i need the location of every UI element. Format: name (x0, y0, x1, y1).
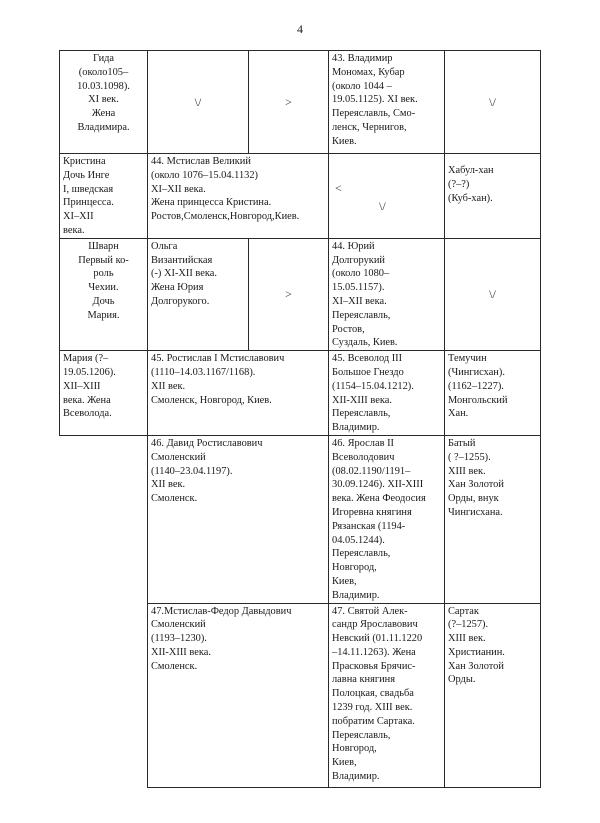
ruler-cell: 44. Юрий Долгорукий (около 1080– 15.05.1157). XI–XII века. Переяславль, Ростов, Суздаль, Киев. (329, 238, 445, 350)
ruler-cell: 45. Ростислав I Мстиславович (1110–14.03.1167/1168). XII век. Смоленск, Новгород, Киев. (148, 351, 329, 436)
khan-cell: Хабул-хан (?–?) (Куб-хан). (445, 154, 541, 239)
table-row (60, 435, 541, 603)
table-row (60, 154, 541, 239)
descent-symbol: \/ (148, 51, 249, 154)
descent-symbol: \/ (379, 199, 386, 213)
ruler-cell: 46. Ярослав II Всеволодович (08.02.1190/1191– 30.09.1246). XII-XIII века. Жена Феодосия Игоревна княгиня Рязанская (1194- 04.05.1244). Переяславль, Новгород, Киев, Владимир. (329, 435, 445, 603)
ruler-cell: 43. Владимир Мономах, Кубар (около 1044 – 19.05.1125). XI век. Переяславль, Смо- ленск, Чернигов, Киев. (329, 51, 445, 154)
symbol-cell (329, 154, 445, 239)
page-number: 4 (297, 22, 303, 36)
ruler-cell: 47. Святой Алек- сандр Ярославович Невский (01.11.1220 –14.11.1263). Жена Прасковья Брячис- лавна княгиня Полоцкая, свадьба 1239 год. XIII век. побратим Сартака. Переяславль, Новгород, Киев, Владимир. (329, 603, 445, 787)
spouse-cell: Гида (около105– 10.03.1098). XI век. Жена Владимира. (60, 51, 148, 154)
spouse-cell: Шварн Первый ко- роль Чехии. Дочь Мария. (60, 238, 148, 350)
table-row (60, 603, 541, 787)
relation-symbol: > (249, 238, 329, 350)
table-row (60, 238, 541, 350)
ruler-cell: 45. Всеволод III Большое Гнездо (1154–15.04.1212). XII-XIII века. Переяславль, Владимир. (329, 351, 445, 436)
khan-cell: Темучин (Чингисхан). (1162–1227). Монгольский Хан. (445, 351, 541, 436)
ruler-cell: 47.Мстислав-Федор Давыдович Смоленский (1193–1230). XII-XIII века. Смоленск. (148, 603, 329, 787)
spouse-cell: Мария (?– 19.05.1206). XII–XIII века. Жена Всеволода. (60, 351, 148, 436)
ruler-cell: 46. Давид Ростиславович Смоленский (1140–23.04.1197). XII век. Смоленск. (148, 435, 329, 603)
empty-cell (60, 435, 148, 603)
genealogy-table (59, 50, 541, 788)
table-row (60, 51, 541, 154)
descent-symbol: \/ (445, 51, 541, 154)
spouse-cell: Кристина Дочь Инге I, шведская Принцесса. XI–XII века. (60, 154, 148, 239)
relation-symbol: > (249, 51, 329, 154)
empty-cell (60, 603, 148, 787)
table-row (60, 351, 541, 436)
wife-cell: Ольга Византийская (-) XI-XII века. Жена Юрия Долгорукого. (148, 238, 249, 350)
khan-cell: Батый ( ?–1255). XIII век. Хан Золотой Орды, внук Чингисхана. (445, 435, 541, 603)
khan-cell: Сартак (?–1257). XIII век. Христианин. Хан Золотой Орды. (445, 603, 541, 787)
relation-symbol: < (335, 181, 342, 195)
ruler-cell: 44. Мстислав Великий (около 1076–15.04.1132) XI–XII века. Жена принцесса Кристина. Ростов,Смоленск,Новгород,Киев. (148, 154, 329, 239)
descent-symbol: \/ (445, 238, 541, 350)
